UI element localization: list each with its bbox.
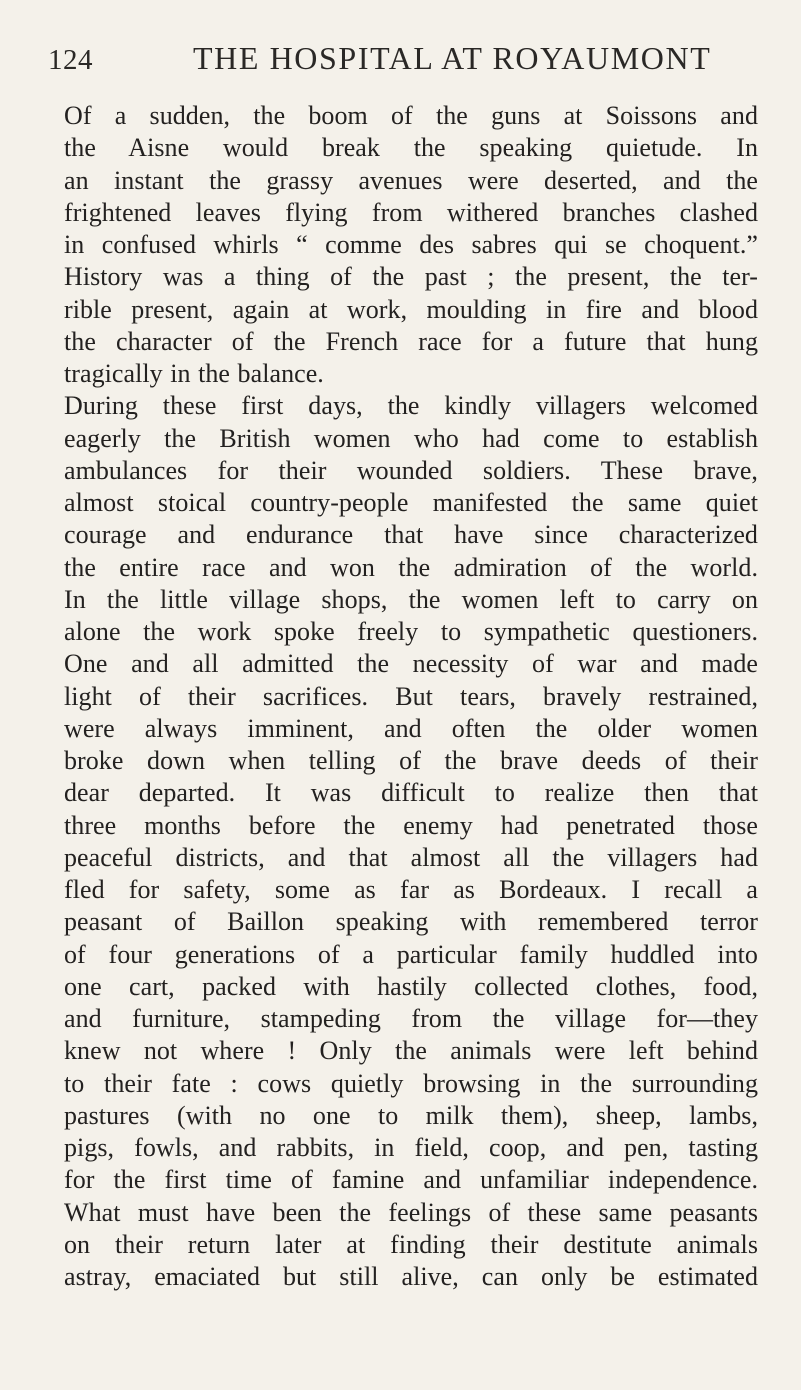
text-line: History was a thing of the past ; the present, the ter- (64, 262, 758, 292)
text-line: for the first time of famine and unfamiliar independence. (64, 1165, 758, 1195)
text-line: to their fate : cows quietly browsing in the surrounding (64, 1068, 758, 1098)
text-line: rible present, again at work, moulding in fire and blood (64, 294, 758, 324)
text-line: peasant of Baillon speaking with remembered terror (64, 907, 758, 937)
text-line: were always imminent, and often the older women (64, 713, 758, 743)
running-title: THE HOSPITAL AT ROYAUMONT (193, 40, 712, 76)
text-line: light of their sacrifices. But tears, bravely restrained, (64, 681, 758, 711)
text-line: almost stoical country-people manifested the same quiet (64, 488, 758, 517)
text-line: knew not where ! Only the animals were left behind (64, 1036, 758, 1066)
text-line: the Aisne would break the speaking quietude. In (64, 133, 758, 163)
running-head (48, 40, 760, 84)
text-line: three months before the enemy had penetrated those (64, 810, 758, 840)
page-number: 124 (48, 44, 93, 76)
text-line: courage and endurance that have since characterized (64, 520, 758, 550)
text-line: dear departed. It was difficult to realize then that (64, 778, 758, 808)
body-text (64, 100, 758, 1293)
text-line: eagerly the British women who had come to establish (64, 423, 758, 453)
text-line: peaceful districts, and that almost all the villagers had (64, 842, 758, 872)
text-line: fled for safety, some as far as Bordeaux. I recall a (64, 875, 758, 904)
text-line: alone the work spoke freely to sympathetic questioners. (64, 617, 758, 646)
text-line: on their return later at finding their destitute animals (64, 1229, 758, 1259)
text-line: One and all admitted the necessity of war and made (64, 649, 758, 679)
text-line: of four generations of a particular family huddled into (64, 939, 758, 969)
text-line: tragically in the balance. (64, 359, 324, 388)
text-line: the character of the French race for a future that hung (64, 326, 758, 356)
text-line: pigs, fowls, and rabbits, in field, coop, and pen, tasting (64, 1133, 758, 1162)
paragraph-2 (64, 390, 758, 1293)
text-line: astray, emaciated but still alive, can only be estimated (64, 1262, 758, 1291)
text-line: Of a sudden, the boom of the guns at Soissons and (64, 101, 758, 130)
text-line: ambulances for their wounded soldiers. These brave, (64, 455, 758, 485)
text-line: in confused whirls “ comme des sabres qui se choquent.” (64, 230, 758, 259)
text-line: one cart, packed with hastily collected clothes, food, (64, 971, 758, 1001)
text-line: the entire race and won the admiration of the world. (64, 552, 758, 582)
text-line: an instant the grassy avenues were deserted, and the (64, 165, 758, 195)
text-line: frightened leaves flying from withered branches clashed (64, 197, 758, 227)
paragraph-1 (64, 100, 758, 390)
text-line: pastures (with no one to milk them), sheep, lambs, (64, 1100, 758, 1130)
text-line: and furniture, stampeding from the village for—they (64, 1004, 758, 1033)
text-line: In the little village shops, the women left to carry on (64, 584, 758, 614)
text-line: What must have been the feelings of these same peasants (64, 1197, 758, 1227)
text-line: broke down when telling of the brave deeds of their (64, 746, 758, 775)
text-line: During these first days, the kindly villagers welcomed (64, 391, 758, 421)
